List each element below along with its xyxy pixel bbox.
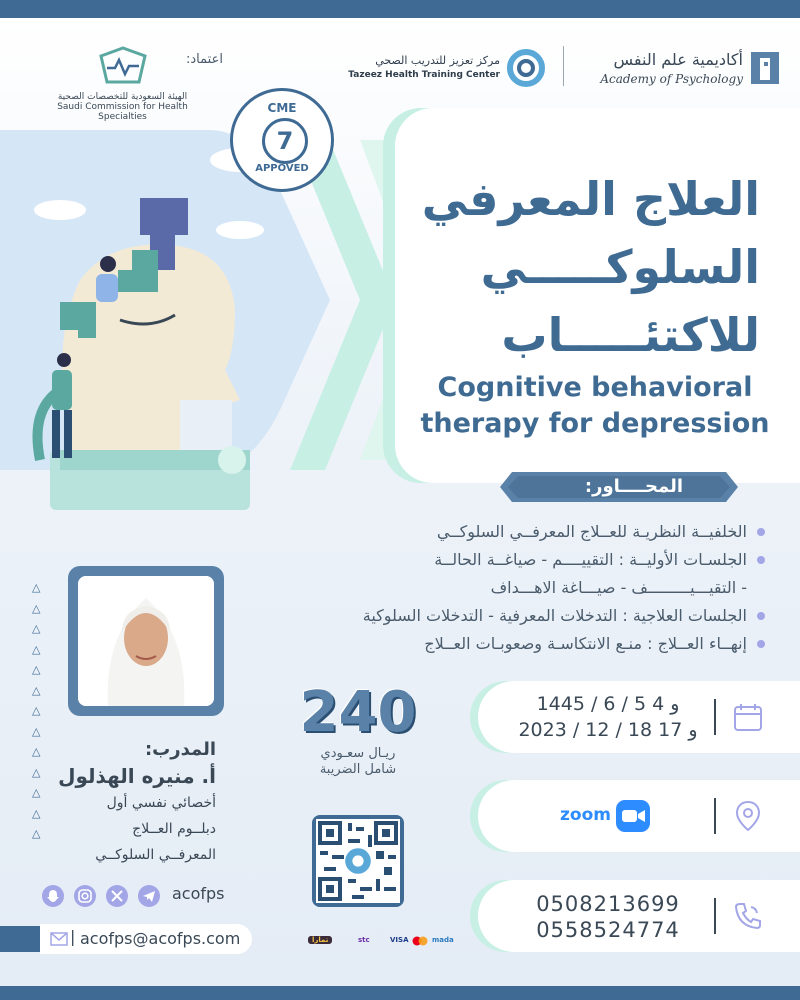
- location-card: [478, 780, 800, 852]
- trainer-photo: [78, 576, 214, 706]
- calendar-icon: [730, 699, 766, 735]
- academy-keyhole-icon: [749, 50, 781, 86]
- phone-card: [478, 880, 800, 952]
- price-currency: ريـال سعـودي: [320, 746, 396, 761]
- zoom-wordmark: zoom: [560, 805, 611, 825]
- tazeez-ring-icon: [506, 48, 546, 88]
- header-divider: [563, 46, 564, 86]
- mada-logo: mada: [432, 936, 454, 944]
- topic-item: إنهــاء العــلاج : منـع الانتكاسـة وصعوبـات العــلاج: [300, 630, 765, 658]
- mail-icon: [50, 932, 68, 946]
- cme-hours: 7: [262, 118, 308, 164]
- accreditation-label: اعتماد:: [186, 52, 223, 67]
- title-en-line2: therapy for depression: [420, 408, 770, 439]
- top-frame-bar: [0, 0, 800, 18]
- trainer-portrait-image: [78, 576, 214, 706]
- bullet-dot-icon: [757, 640, 765, 648]
- topic-item: الجلسـات الأوليــة : التقييــــم - صياغــة الحالــة: [300, 546, 765, 574]
- trainer-label: المدرب:: [144, 739, 216, 760]
- cme-status: APPOVED: [255, 163, 309, 174]
- course-title-ar: [400, 165, 760, 369]
- mastercard-icon: [412, 936, 428, 946]
- x-twitter-icon[interactable]: [106, 885, 128, 907]
- visa-logo: VISA: [390, 936, 409, 944]
- trainer-name: أ. منيره الهذلول: [58, 764, 216, 788]
- trainer-title-1: أخصائي نفسي أول: [106, 795, 216, 811]
- registration-qr-code[interactable]: [312, 815, 404, 907]
- tamara-logo: تمارا: [308, 936, 332, 944]
- bottom-frame-bar: [0, 986, 800, 1000]
- course-title-en: [420, 370, 770, 442]
- scfhs-name-en: Saudi Commission for Health Specialties: [57, 102, 188, 122]
- cme-label: CME: [267, 101, 297, 115]
- price-vat-note: شامل الضريبة: [319, 762, 397, 777]
- date-gregorian: 2023 / 12 / 18 و 17: [518, 719, 698, 741]
- axes-heading-text: المحــــاور:: [584, 476, 683, 497]
- title-ar-line1: العلاج المعرفي: [421, 172, 760, 226]
- price-block: [288, 680, 428, 778]
- social-links: [42, 882, 242, 912]
- title-en-line1: Cognitive behavioral: [437, 372, 753, 403]
- zoom-camera-icon: [616, 800, 650, 832]
- price-amount: 240: [299, 680, 417, 745]
- email-address[interactable]: acofps@acofps.com: [80, 929, 241, 948]
- phone-icon: [730, 898, 766, 934]
- bullet-dot-icon: [757, 528, 765, 536]
- telegram-icon[interactable]: [138, 885, 160, 907]
- academy-name-ar: أكاديمية علم النفس: [613, 50, 743, 69]
- phone-number-1[interactable]: 0508213699: [536, 892, 680, 916]
- date-card: [478, 681, 800, 753]
- topic-item-continuation: - التقيـــيـــــــــف - صيـــاغة الاهـــداف: [490, 578, 747, 597]
- phone-number-2[interactable]: 0558524774: [536, 918, 680, 942]
- scfhs-name-ar: الهيئة السعودية للتخصصات الصحية: [57, 92, 188, 102]
- payment-methods: [308, 934, 458, 950]
- instagram-icon[interactable]: [74, 885, 96, 907]
- topics-list: [300, 518, 765, 658]
- title-ar-line2: السلوكـــــي: [480, 240, 760, 294]
- zoom-logo: [560, 800, 660, 832]
- date-hijri: 1445 / 6 / 5 و 4: [536, 693, 680, 715]
- tazeez-logo: [348, 46, 550, 88]
- academy-name-en: Academy of Psychology: [600, 72, 743, 86]
- bullet-dot-icon: [757, 556, 765, 564]
- axes-heading: [500, 472, 738, 502]
- decorative-triangles: △ △ △ △ △ △ △ △ △ △ △ △ △: [32, 581, 41, 840]
- social-handle[interactable]: acofps: [172, 884, 225, 903]
- trainer-info: [40, 738, 216, 868]
- stc-pay-logo: stc: [358, 936, 370, 944]
- location-pin-icon: [730, 798, 766, 834]
- topic-item: الجلسات العلاجية : التدخلات المعرفية - التدخلات السلوكية: [300, 602, 765, 630]
- trainer-title-3: المعرفــي السلوكــي: [95, 847, 216, 863]
- topic-item: الخلفيــة النظريـة للعــلاج المعرفــي السلوكــي: [300, 518, 765, 546]
- cme-approved-badge: [230, 88, 334, 192]
- tazeez-name-en: Tazeez Health Training Center: [348, 70, 500, 80]
- academy-logo: [575, 44, 785, 92]
- title-ar-line3: للاكتئـــــاب: [501, 308, 760, 362]
- email-box: | acofps@acofps.com: [40, 924, 252, 954]
- tazeez-name-ar: مركز تعزيز للتدريب الصحي: [375, 54, 500, 67]
- bullet-dot-icon: [757, 612, 765, 620]
- snapchat-icon[interactable]: [42, 885, 64, 907]
- qr-code-icon: [316, 819, 400, 903]
- left-frame-tab: [0, 926, 40, 952]
- trainer-title-2: دبلــوم العــلاج: [132, 821, 216, 837]
